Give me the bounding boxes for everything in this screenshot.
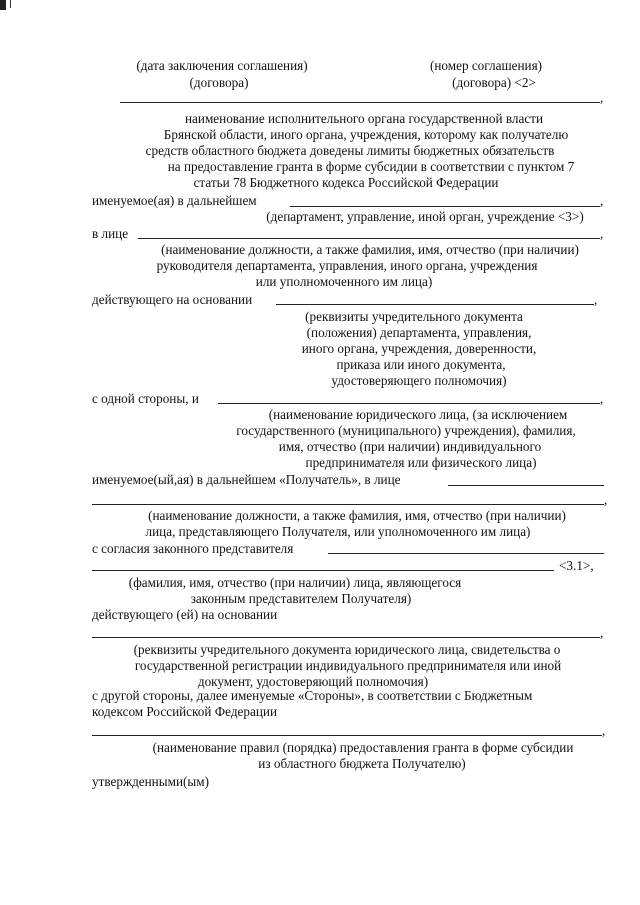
footnote-3-1: <3.1>, xyxy=(559,558,594,573)
department-caption: (департамент, управление, иной орган, учреждение <3>) xyxy=(266,209,584,224)
number-caption-line-2: (договора) <2> xyxy=(452,75,536,90)
represented-by-label: в лице xyxy=(92,226,129,241)
authority-caption-line-5: статьи 78 Бюджетного кодекса Российской Федерации xyxy=(193,175,499,190)
legal-docs-caption-line-2: государственной регистрации индивидуального предпринимателя или иной xyxy=(134,658,562,673)
acting-basis-label: действующего на основании xyxy=(92,292,253,307)
legal-docs-caption-line-3: документ, удостоверяющий полномочия) xyxy=(197,674,429,689)
recipient-rep-caption-line-1: (наименование должности, а также фамилия, имя, отчество (при наличии) xyxy=(148,508,566,523)
recipient-rep-caption-line-2: лица, представляющего Получателя, или уполномоченного им лица) xyxy=(145,524,531,539)
hereinafter-label: именуемое(ая) в дальнейшем xyxy=(92,193,257,208)
comma: , xyxy=(600,625,604,640)
comma: , xyxy=(600,90,604,105)
other-side-line-2: кодексом Российской Федерации xyxy=(92,704,277,719)
number-caption-line-1: (номер соглашения) xyxy=(429,58,543,73)
basis-caption-line-2: (положения) департамента, управления, xyxy=(306,325,532,340)
rules-caption-line-1: (наименование правил (порядка) предоставления гранта в форме субсидии xyxy=(152,740,574,755)
authority-name-field[interactable] xyxy=(120,102,600,103)
date-caption-line-2: (договора) xyxy=(189,75,249,90)
basis-caption-line-4: приказа или иного документа, xyxy=(336,357,506,372)
scan-tick-mark xyxy=(10,0,11,8)
basis-caption-line-1: (реквизиты учредительного документа xyxy=(305,309,523,324)
recipient-representative-field[interactable] xyxy=(92,504,604,505)
representative-caption-line-2: руководителя департамента, управления, иного органа, учреждения xyxy=(156,258,538,273)
scan-corner-mark xyxy=(0,0,6,10)
legal-docs-caption-line-1: (реквизиты учредительного документа юридического лица, свидетельства о xyxy=(133,642,561,657)
date-caption-line-1: (дата заключения соглашения) xyxy=(136,58,308,73)
comma: , xyxy=(604,492,608,507)
acting-basis-field[interactable] xyxy=(276,304,594,305)
one-side-label: с одной стороны, и xyxy=(92,391,199,406)
authority-caption-line-3: средств областного бюджета доведены лимиты бюджетных обязательств xyxy=(145,143,555,158)
authority-caption-line-1: наименование исполнительного органа государственной власти xyxy=(184,111,544,126)
legal-rep-caption-line-2: законным представителем Получателя) xyxy=(190,591,412,606)
other-side-line-1: с другой стороны, далее именуемые «Стороны», в соответствии с Бюджетным xyxy=(92,688,533,703)
recipient-caption-line-1: (наименование юридического лица, (за исключением xyxy=(268,407,568,422)
representative-caption-line-1: (наименование должности, а также фамилия, имя, отчество (при наличии) xyxy=(161,242,579,257)
basis-caption-line-5: удостоверяющего полномочия) xyxy=(331,373,507,388)
authority-caption-line-4: на предоставление гранта в форме субсидии в соответствии с пунктом 7 xyxy=(167,159,575,174)
legal-rep-consent-label: с согласия законного представителя xyxy=(92,541,294,556)
recipient-caption-line-2: государственного (муниципального) учреждения), фамилия, xyxy=(236,423,576,438)
representative-field[interactable] xyxy=(138,238,600,239)
comma: , xyxy=(600,226,604,241)
basis-caption-line-3: иного органа, учреждения, доверенности, xyxy=(301,341,537,356)
recipient-caption-line-4: предпринимателя или физического лица) xyxy=(305,455,537,470)
rules-name-field[interactable] xyxy=(92,735,602,736)
recipient-caption-line-3: имя, отчество (при наличии) индивидуального xyxy=(278,439,542,454)
legal-rep-caption-line-1: (фамилия, имя, отчество (при наличии) лица, являющегося xyxy=(128,575,462,590)
comma: , xyxy=(600,391,604,406)
authority-caption-line-2: Брянской области, иного органа, учреждения, которому как получателю xyxy=(163,127,569,142)
recipient-name-field[interactable] xyxy=(218,403,600,404)
legal-rep-field[interactable] xyxy=(92,570,554,571)
representative-caption-line-3: или уполномоченного им лица) xyxy=(255,274,433,289)
rules-caption-line-2: из областного бюджета Получателю) xyxy=(258,756,466,771)
approved-label: утвержденными(ым) xyxy=(92,774,209,789)
hereinafter-field[interactable] xyxy=(290,206,600,207)
legal-rep-basis-field[interactable] xyxy=(92,637,600,638)
recipient-hereinafter-label: именуемое(ый,ая) в дальнейшем «Получатель», в лице xyxy=(92,472,401,487)
recipient-representative-field-start[interactable] xyxy=(448,485,604,486)
comma: , xyxy=(602,723,606,738)
legal-rep-field-start[interactable] xyxy=(328,553,604,554)
legal-rep-basis-label: действующего (ей) на основании xyxy=(92,607,278,622)
comma: , xyxy=(600,193,604,208)
comma: , xyxy=(594,292,598,307)
